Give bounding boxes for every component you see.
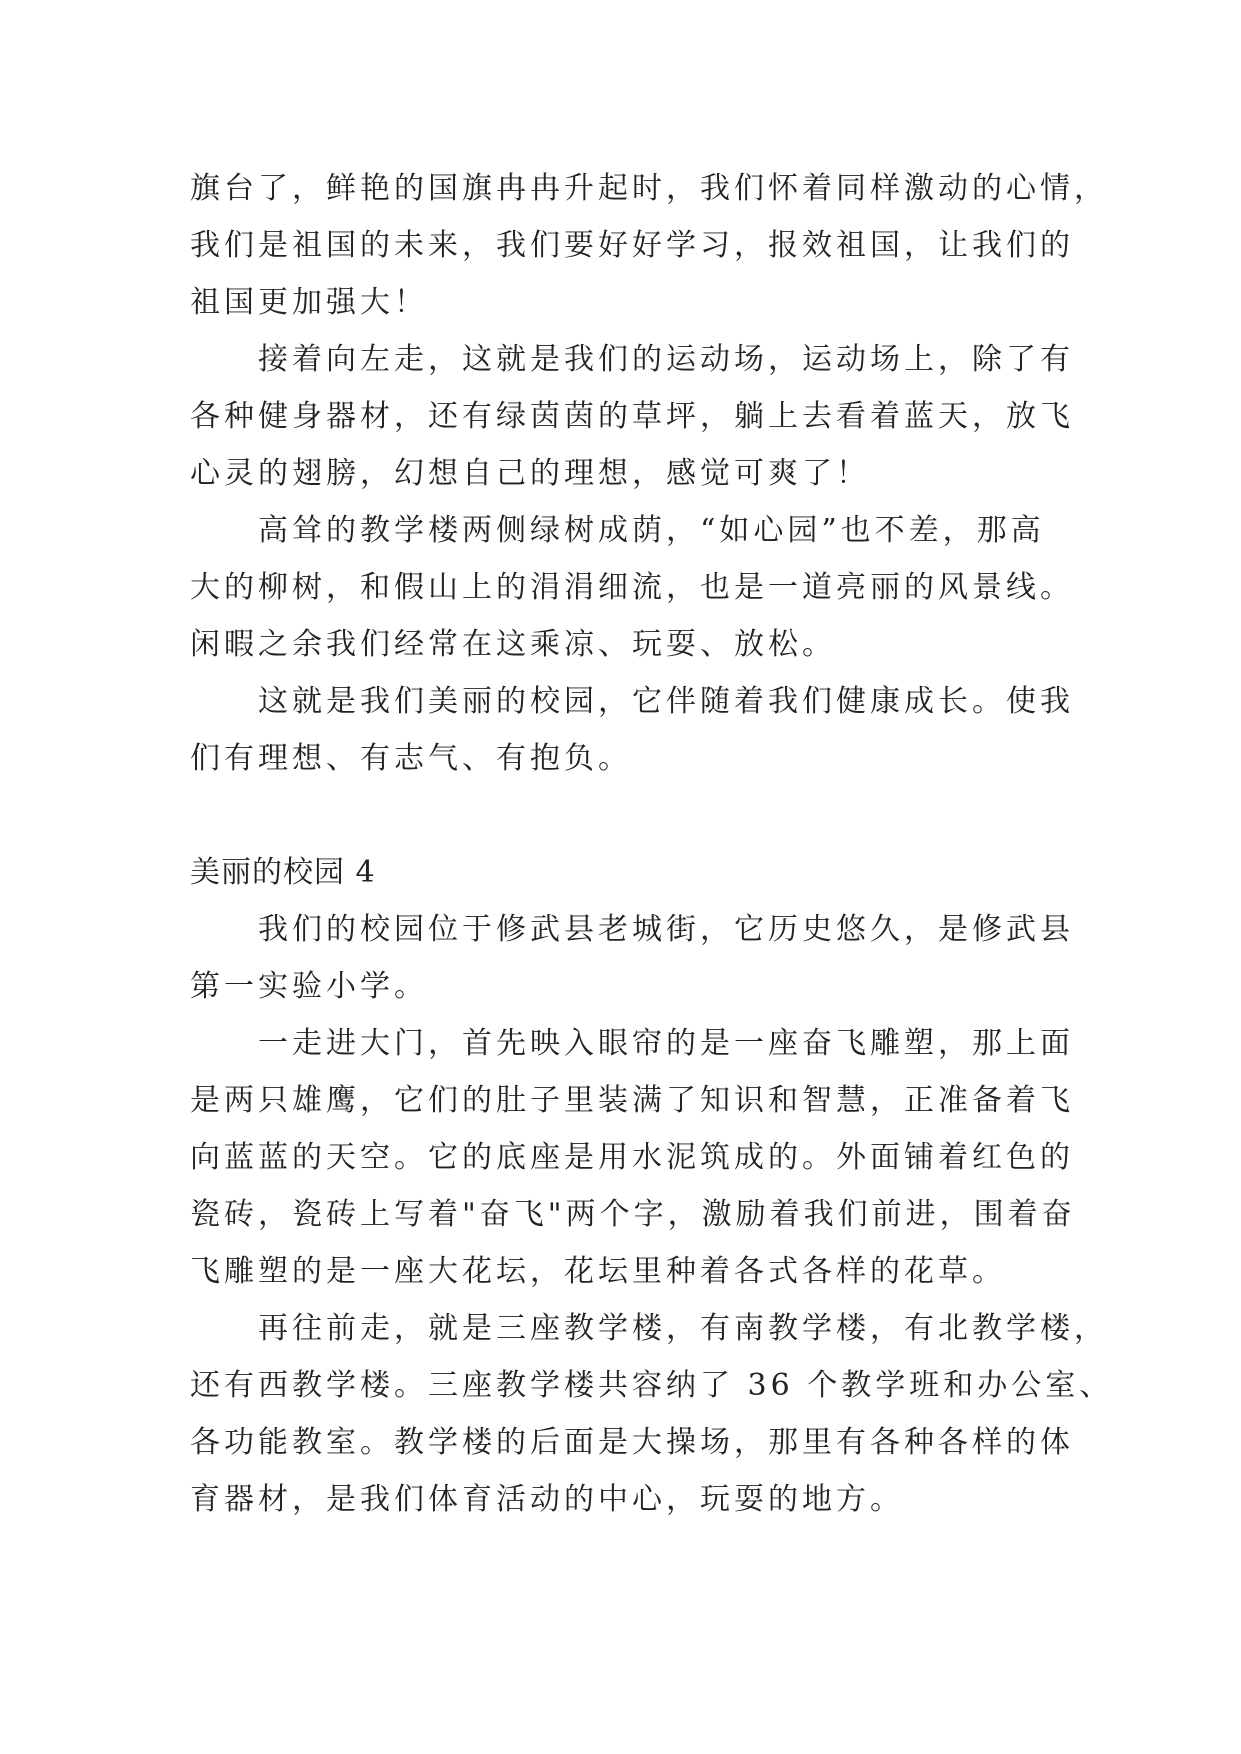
paragraph-line: 闲暇之余我们经常在这乘凉、玩耍、放松。 [190,627,836,662]
paragraph-line: 我们是祖国的未来，我们要好好学习，报效祖国，让我们的 [190,228,1074,263]
paragraph-line: 再往前走，就是三座教学楼，有南教学楼，有北教学楼， [258,1311,1108,1346]
paragraph-line: 飞雕塑的是一座大花坛，花坛里种着各式各样的花草。 [190,1254,1006,1289]
document-body [190,160,1114,1528]
paragraph-line: 向蓝蓝的天空。它的底座是用水泥筑成的。外面铺着红色的 [190,1140,1074,1175]
paragraph-line: 我们的校园位于修武县老城街，它历史悠久，是修武县 [258,912,1074,947]
paragraph-line: 心灵的翅膀，幻想自己的理想，感觉可爽了！ [190,456,870,491]
paragraph-line: 这就是我们美丽的校园，它伴随着我们健康成长。使我 [258,684,1074,719]
paragraph-line: 接着向左走，这就是我们的运动场，运动场上，除了有 [258,342,1074,377]
paragraph-line: 祖国更加强大！ [190,285,428,320]
paragraph-line: 是两只雄鹰，它们的肚子里装满了知识和智慧，正准备着飞 [190,1083,1074,1118]
paragraph-line: 第一实验小学。 [190,969,428,1004]
paragraph-line: 们有理想、有志气、有抱负。 [190,741,632,776]
paragraph-line: 各种健身器材，还有绿茵茵的草坪，躺上去看着蓝天，放飞 [190,399,1074,434]
paragraph-line: 高耸的教学楼两侧绿树成荫，“如心园”也不差，那高 [258,513,1045,548]
paragraph-line: 育器材，是我们体育活动的中心，玩耍的地方。 [190,1482,904,1517]
paragraph-line: 一走进大门，首先映入眼帘的是一座奋飞雕塑，那上面 [258,1026,1074,1061]
paragraph-line: 瓷砖，瓷砖上写着"奋飞"两个字，激励着我们前进，围着奋 [190,1197,1076,1232]
paragraph-line: 各功能教室。教学楼的后面是大操场，那里有各种各样的体 [190,1425,1074,1460]
paragraph-line: 大的柳树，和假山上的涓涓细流，也是一道亮丽的风景线。 [190,570,1074,605]
paragraph-line: 旗台了，鲜艳的国旗冉冉升起时，我们怀着同样激动的心情， [190,171,1108,206]
paragraph-line: 还有西教学楼。三座教学楼共容纳了 36 个教学班和办公室、 [190,1368,1114,1403]
section-title: 美丽的校园 4 [190,855,376,890]
